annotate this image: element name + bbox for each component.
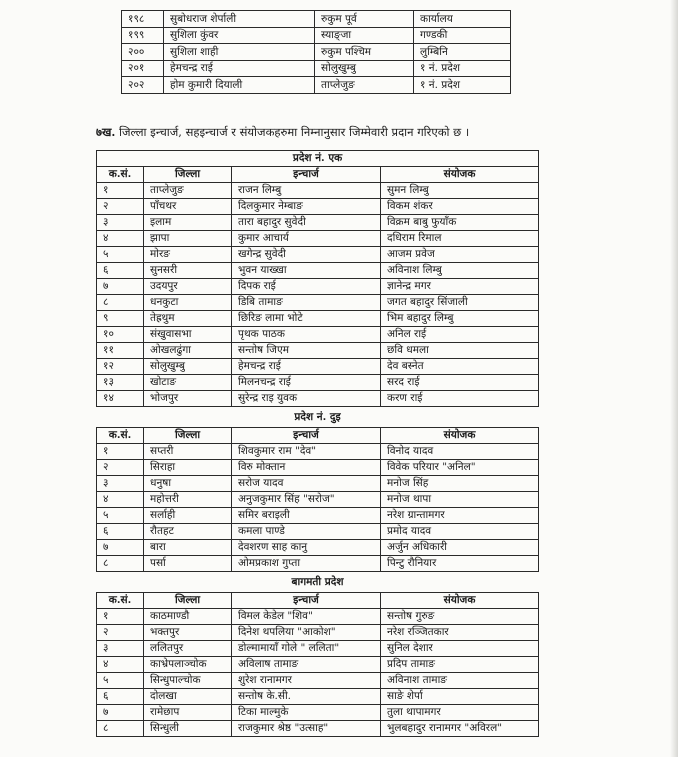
coordinator-cell: करण राई <box>381 391 539 407</box>
table-row <box>122 60 511 77</box>
incharge-cell: सन्तोष जिएम <box>232 343 381 359</box>
table-row <box>97 444 539 460</box>
table-row <box>97 375 539 391</box>
serial-cell: ५ <box>97 673 144 689</box>
district-cell: मोरङ <box>144 247 232 263</box>
district-cell: रुकुम पश्चिम <box>315 44 414 61</box>
header-row <box>97 167 539 183</box>
incharge-cell: दिपक राई <box>232 279 381 295</box>
serial-cell: २०२ <box>122 77 164 94</box>
table-row <box>122 11 511 28</box>
district-cell: सुनसरी <box>144 263 232 279</box>
serial-cell: ८ <box>97 295 144 311</box>
district-cell: खोटाङ <box>144 375 232 391</box>
district-cell: सिन्धुली <box>144 721 232 737</box>
serial-cell: ४ <box>97 231 144 247</box>
district-cell: रौतहट <box>144 524 232 540</box>
coordinator-cell: सुमन लिम्बु <box>381 183 539 199</box>
incharge-cell: सन्तोष के.सी. <box>232 689 381 705</box>
previous-list-table <box>121 10 511 94</box>
serial-cell: २०१ <box>122 60 164 77</box>
coordinator-cell: नरेश रञ्जितकार <box>381 625 539 641</box>
coordinator-cell: छवि धमला <box>381 343 539 359</box>
table-row <box>97 705 539 721</box>
table-row <box>97 343 539 359</box>
serial-cell: ६ <box>97 689 144 705</box>
name-cell: सुबोधराज शेर्पाली <box>164 11 315 28</box>
coordinator-cell: जगत बहादुर सिंजाली <box>381 295 539 311</box>
serial-cell: २ <box>97 199 144 215</box>
incharge-cell: ओमप्रकाश गुप्ता <box>232 556 381 572</box>
table-row <box>97 391 539 407</box>
district-cell: सर्लाही <box>144 508 232 524</box>
district-responsibility-table <box>96 150 539 737</box>
incharge-cell: पृथक पाठक <box>232 327 381 343</box>
table-row <box>97 183 539 199</box>
district-cell: काठमाण्डौ <box>144 609 232 625</box>
column-header: संयोजक <box>381 428 539 444</box>
column-header: क.सं. <box>97 428 144 444</box>
coordinator-cell: मनोज सिंह <box>381 476 539 492</box>
column-header: इन्चार्ज <box>232 593 381 609</box>
column-header: क.सं. <box>97 593 144 609</box>
district-cell: पर्सा <box>144 556 232 572</box>
incharge-cell: विरु मोक्तान <box>232 460 381 476</box>
column-header: जिल्ला <box>144 167 232 183</box>
note-text: जिल्ला इन्चार्ज, सहइन्चार्ज र संयोजकहरुमा निम्नानुसार जिम्मेवारी प्रदान गरिएको छ । <box>119 125 470 139</box>
serial-cell: ८ <box>97 556 144 572</box>
serial-cell: १४ <box>97 391 144 407</box>
office-cell: १ नं. प्रदेश <box>414 77 511 94</box>
table-row <box>97 721 539 737</box>
incharge-cell: राजन लिम्बु <box>232 183 381 199</box>
incharge-cell: अनुजकुमार सिंह "सरोज" <box>232 492 381 508</box>
district-cell: सिराहा <box>144 460 232 476</box>
district-cell: भक्तपुर <box>144 625 232 641</box>
table-row <box>97 215 539 231</box>
section-title-row <box>97 407 539 428</box>
coordinator-cell: अनिल राई <box>381 327 539 343</box>
district-cell: सिन्धुपाल्चोक <box>144 673 232 689</box>
office-cell: कार्यालय <box>414 11 511 28</box>
coordinator-cell: विकम शंकर <box>381 199 539 215</box>
serial-cell: ५ <box>97 508 144 524</box>
table-row <box>97 476 539 492</box>
serial-cell: १९९ <box>122 27 164 44</box>
coordinator-cell: नरेश ग्रान्‍तामगर <box>381 508 539 524</box>
table-row <box>97 673 539 689</box>
section-note <box>96 125 469 140</box>
incharge-cell: टिका माल्मुके <box>232 705 381 721</box>
coordinator-cell: ज्ञानेन्द्र मगर <box>381 279 539 295</box>
table-row <box>97 556 539 572</box>
coordinator-cell: विवेक परियार "अनिल" <box>381 460 539 476</box>
coordinator-cell: तुला थापामगर <box>381 705 539 721</box>
serial-cell: ३ <box>97 476 144 492</box>
name-cell: हेमचन्द्र राई <box>164 60 315 77</box>
table-row <box>97 247 539 263</box>
coordinator-cell: दधिराम रिमाल <box>381 231 539 247</box>
district-cell: रामेछाप <box>144 705 232 721</box>
serial-cell: २ <box>97 625 144 641</box>
coordinator-cell: मनोज थापा <box>381 492 539 508</box>
column-header: जिल्ला <box>144 428 232 444</box>
table-row <box>97 524 539 540</box>
table-row <box>97 231 539 247</box>
district-cell: धनकुटा <box>144 295 232 311</box>
incharge-cell: राजकुमार श्रेष्ठ "उत्साह" <box>232 721 381 737</box>
district-cell: इलाम <box>144 215 232 231</box>
office-cell: गण्डकी <box>414 27 511 44</box>
incharge-cell: डिबि तामाङ <box>232 295 381 311</box>
table-row <box>97 295 539 311</box>
district-cell: पाँचथर <box>144 199 232 215</box>
coordinator-cell: आजम प्रवेज <box>381 247 539 263</box>
table-row <box>97 327 539 343</box>
column-header: जिल्ला <box>144 593 232 609</box>
table-row <box>122 27 511 44</box>
district-cell: काभ्रेपलाञ्चोक <box>144 657 232 673</box>
district-cell: उदयपुर <box>144 279 232 295</box>
incharge-cell: विमल केडेल "शिव" <box>232 609 381 625</box>
incharge-cell: देवशरण साह कानु <box>232 540 381 556</box>
serial-cell: १ <box>97 609 144 625</box>
incharge-cell: दिनेश थपलिया "आकोश" <box>232 625 381 641</box>
section-title-row <box>97 572 539 593</box>
column-header: संयोजक <box>381 593 539 609</box>
table-row <box>97 657 539 673</box>
serial-cell: ४ <box>97 492 144 508</box>
serial-cell: ९ <box>97 311 144 327</box>
serial-cell: ७ <box>97 279 144 295</box>
coordinator-cell: विक्रम बाबु फुयाँक <box>381 215 539 231</box>
incharge-cell: शुरेश रानामगर <box>232 673 381 689</box>
table-row <box>97 263 539 279</box>
district-cell: तेह्रथुम <box>144 311 232 327</box>
incharge-cell: सरोज यादव <box>232 476 381 492</box>
page-edge-shadow <box>670 0 678 757</box>
incharge-cell: समिर बराइली <box>232 508 381 524</box>
table-row <box>97 279 539 295</box>
incharge-cell: दिलकुमार नेम्बाङ <box>232 199 381 215</box>
incharge-cell: डोल्मामायाँ गोले " ललिता" <box>232 641 381 657</box>
district-cell: ताप्लेजुङ <box>144 183 232 199</box>
office-cell: १ नं. प्रदेश <box>414 60 511 77</box>
incharge-cell: कमला पाण्डे <box>232 524 381 540</box>
serial-cell: १ <box>97 444 144 460</box>
table-row <box>97 460 539 476</box>
table-row <box>97 359 539 375</box>
district-cell: ताप्लेजुङ <box>315 77 414 94</box>
district-cell: दोलखा <box>144 689 232 705</box>
district-cell: महोत्तरी <box>144 492 232 508</box>
serial-cell: ६ <box>97 263 144 279</box>
district-cell: ओखलढुंगा <box>144 343 232 359</box>
coordinator-cell: अविनाश तामाङ <box>381 673 539 689</box>
serial-cell: २०० <box>122 44 164 61</box>
serial-cell: ७ <box>97 705 144 721</box>
serial-cell: ४ <box>97 657 144 673</box>
section-title-row <box>97 151 539 167</box>
incharge-cell: हेमचन्द्र राई <box>232 359 381 375</box>
serial-cell: ५ <box>97 247 144 263</box>
district-cell: ललितपुर <box>144 641 232 657</box>
serial-cell: ३ <box>97 215 144 231</box>
serial-cell: ११ <box>97 343 144 359</box>
serial-cell: ८ <box>97 721 144 737</box>
coordinator-cell: अविनाश लिम्बु <box>381 263 539 279</box>
header-row <box>97 428 539 444</box>
serial-cell: ३ <box>97 641 144 657</box>
district-cell: भोजपुर <box>144 391 232 407</box>
table-row <box>122 44 511 61</box>
coordinator-cell: विनोद यादव <box>381 444 539 460</box>
name-cell: होम कुमारी दियाली <box>164 77 315 94</box>
serial-cell: २ <box>97 460 144 476</box>
section-title: प्रदेश नं. एक <box>97 151 539 167</box>
incharge-cell: शिवकुमार राम "देव" <box>232 444 381 460</box>
table-row <box>97 492 539 508</box>
district-cell: झापा <box>144 231 232 247</box>
column-header: संयोजक <box>381 167 539 183</box>
coordinator-cell: पिन्टु रौनियार <box>381 556 539 572</box>
name-cell: सुशिला कुंवर <box>164 27 315 44</box>
section-title: प्रदेश नं. दुइ <box>97 407 539 428</box>
table-row <box>122 77 511 94</box>
district-cell: सोलुखुम्बु <box>315 60 414 77</box>
incharge-cell: खगेन्द्र सुवेदी <box>232 247 381 263</box>
coordinator-cell: सरद राई <box>381 375 539 391</box>
name-cell: सुशिला शाही <box>164 44 315 61</box>
district-cell: बारा <box>144 540 232 556</box>
incharge-cell: तारा बहादुर सुवेदी <box>232 215 381 231</box>
serial-cell: १ <box>97 183 144 199</box>
column-header: क.सं. <box>97 167 144 183</box>
district-cell: सोलुखुम्बु <box>144 359 232 375</box>
coordinator-cell: देव बस्नेत <box>381 359 539 375</box>
office-cell: लुम्बिनि <box>414 44 511 61</box>
coordinator-cell: प्रमोद यादव <box>381 524 539 540</box>
section-title: बागमती प्रदेश <box>97 572 539 593</box>
table-row <box>97 641 539 657</box>
table-row <box>97 689 539 705</box>
column-header: इन्चार्ज <box>232 428 381 444</box>
coordinator-cell: भुलबहादुर रानामगर "अविरल" <box>381 721 539 737</box>
incharge-cell: सुरेन्द्र राइ युवक <box>232 391 381 407</box>
district-cell: धनुषा <box>144 476 232 492</box>
table-row <box>97 609 539 625</box>
incharge-cell: भुवन याख्खा <box>232 263 381 279</box>
serial-cell: १९८ <box>122 11 164 28</box>
district-cell: सप्तरी <box>144 444 232 460</box>
serial-cell: ७ <box>97 540 144 556</box>
district-cell: रुकुम पूर्व <box>315 11 414 28</box>
column-header: इन्चार्ज <box>232 167 381 183</box>
incharge-cell: छिरिङ लामा भोटे <box>232 311 381 327</box>
coordinator-cell: प्रदिप तामाङ <box>381 657 539 673</box>
header-row <box>97 593 539 609</box>
incharge-cell: मिलनचन्द्र राई <box>232 375 381 391</box>
serial-cell: १० <box>97 327 144 343</box>
incharge-cell: अविलाष तामाङ <box>232 657 381 673</box>
note-number: ७ख. <box>96 125 116 139</box>
coordinator-cell: भिम बहादुर लिम्बु <box>381 311 539 327</box>
district-cell: संखुवासभा <box>144 327 232 343</box>
coordinator-cell: अर्जुन अधिकारी <box>381 540 539 556</box>
serial-cell: १३ <box>97 375 144 391</box>
table-row <box>97 508 539 524</box>
coordinator-cell: सन्तोष गुरुङ <box>381 609 539 625</box>
table-row <box>97 199 539 215</box>
incharge-cell: कुमार आचार्य <box>232 231 381 247</box>
table-row <box>97 311 539 327</box>
coordinator-cell: सुनिल देशार <box>381 641 539 657</box>
coordinator-cell: साङे शेर्पा <box>381 689 539 705</box>
district-cell: स्याङ्जा <box>315 27 414 44</box>
serial-cell: १२ <box>97 359 144 375</box>
serial-cell: ६ <box>97 524 144 540</box>
table-row <box>97 625 539 641</box>
table-row <box>97 540 539 556</box>
